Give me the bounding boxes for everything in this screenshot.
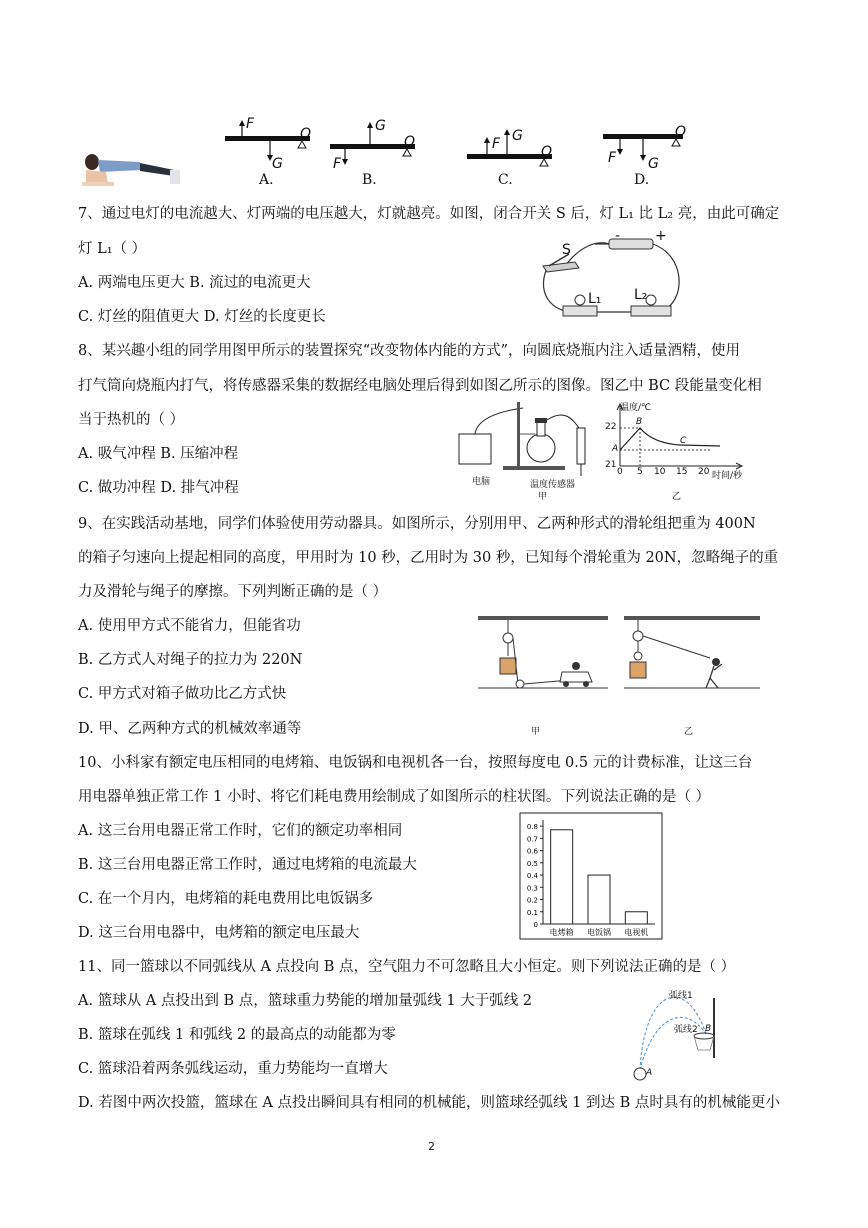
circuit-minus-label: - xyxy=(615,228,621,244)
q11-option-c: C. 篮球沿着两条弧线运动，重力势能均一直增大 xyxy=(78,1061,388,1077)
q9-stem-line1: 9、在实践活动基地，同学们体验使用劳动器具。如图所示，分别用甲、乙两种形式的滑轮组把重为 400N xyxy=(78,516,756,532)
pulley-figure xyxy=(478,612,762,712)
q9-option-c: C. 甲方式对箱子做功比乙方式快 xyxy=(78,686,287,702)
lever-c-option: C. xyxy=(498,172,513,188)
y-tick-label: 0.8 xyxy=(526,823,538,832)
lever-d-option: D. xyxy=(634,172,650,188)
q11-stem: 11、同一篮球以不同弧线从 A 点投向 B 点，空气阻力不可忽略且大小恒定。则下列说法正确的是（ ） xyxy=(78,959,736,975)
graph-xtick-10: 10 xyxy=(654,467,666,477)
q9-option-b: B. 乙方式人对绳子的拉力为 220N xyxy=(78,652,303,668)
circuit-figure xyxy=(535,236,685,328)
y-tick-label: 0.4 xyxy=(526,872,538,881)
arc2-label: 弧线2 xyxy=(674,1025,698,1035)
lever-b-option: B. xyxy=(362,172,377,188)
q9-stem-line3: 力及滑轮与绳子的摩擦。下列判断正确的是（ ） xyxy=(78,584,388,600)
pulley-jia-label: 甲 xyxy=(531,727,541,737)
page-number: 2 xyxy=(428,1140,435,1153)
graph-xlabel: 时间/秒 xyxy=(712,471,743,481)
q11-option-b: B. 篮球在弧线 1 和弧线 2 的最高点的动能都为零 xyxy=(78,1027,396,1043)
graph-ytick-22: 22 xyxy=(605,422,617,432)
graph-xtick-5: 5 xyxy=(637,467,643,477)
q8-options-ab: A. 吸气冲程 B. 压缩冲程 xyxy=(78,446,239,462)
q8-stem-line3: 当于热机的（ ） xyxy=(78,412,185,428)
circuit-switch-label: S xyxy=(562,242,571,258)
plank-person-figure xyxy=(78,148,186,192)
lever-d-g-label: G xyxy=(648,156,659,172)
electricity-cost-bar-chart xyxy=(519,812,663,940)
graph-ylabel: 温度/℃ xyxy=(620,403,652,413)
category-label: 电视机 xyxy=(624,928,649,937)
lever-c-o-label: O xyxy=(541,144,553,160)
category-label: 电饭锅 xyxy=(587,928,611,937)
lever-a-f-label: F xyxy=(246,116,255,132)
graph-xtick-0: 0 xyxy=(617,467,623,477)
q11-option-d: D. 若图中两次投篮，篮球在 A 点投出瞬间具有相同的机械能，则篮球经弧线 1 到达 B 点时具有的机械能更小 xyxy=(78,1095,780,1111)
q11-option-a: A. 篮球从 A 点投出到 B 点，篮球重力势能的增加量弧线 1 大于弧线 2 xyxy=(78,993,533,1009)
circuit-l2-label: L₂ xyxy=(634,287,648,303)
q10-stem-line2: 用电器单独正常工作 1 小时、将它们耗电费用绘制成了如图所示的柱状图。下列说法正确的是（ ） xyxy=(78,789,711,805)
lever-a-o-label: O xyxy=(300,126,312,142)
q8-stem-line2: 打气筒向烧瓶内打气，将传感器采集的数据经电脑处理后得到如图乙所示的图像。图乙中 BC 段能量变化相 xyxy=(78,378,762,394)
lever-d-f-label: F xyxy=(608,150,617,166)
q9-option-d: D. 甲、乙两种方式的机械效率通等 xyxy=(78,721,302,737)
graph-ytick-21: 21 xyxy=(605,460,617,470)
graph-xtick-15: 15 xyxy=(676,467,688,477)
category-label: 电烤箱 xyxy=(549,928,574,937)
lever-a-option: A. xyxy=(259,172,274,188)
lever-d-o-label: O xyxy=(675,124,687,140)
q9-option-a: A. 使用甲方式不能省力，但能省功 xyxy=(78,618,301,634)
y-tick-label: 0.6 xyxy=(526,847,538,856)
q9-stem-line2: 的箱子匀速向上提起相同的高度，甲用时为 10 秒，乙用时为 30 秒，已知每个滑轮重为 20N，忽略绳子的重 xyxy=(78,550,779,566)
q10-option-b: B. 这三台用电器正常工作时，通过电烤箱的电流最大 xyxy=(78,857,417,873)
y-tick-label: 0 xyxy=(533,921,538,929)
bar-2 xyxy=(625,912,647,924)
lever-b-o-label: O xyxy=(404,134,416,150)
figure-jia-label: 甲 xyxy=(538,492,548,502)
arc1-label: 弧线1 xyxy=(669,991,693,1001)
q8-stem-line1: 8、某兴趣小组的同学用图甲所示的装置探究“改变物体内能的方式”，向圆底烧瓶内注入适量酒精，使用 xyxy=(78,343,741,359)
pulley-yi-label: 乙 xyxy=(684,727,694,737)
q7-options-ab: A. 两端电压更大 B. 流过的电流更大 xyxy=(78,275,311,291)
figure-yi-label: 乙 xyxy=(672,492,682,502)
y-tick-label: 0.7 xyxy=(526,835,538,844)
bar-0 xyxy=(551,830,573,924)
q7-stem-line1: 7、通过电灯的电流越大、灯两端的电压越大，灯就越亮。如图，闭合开关 S 后，灯 L₁ 比 L₂ 亮，由此可确定 xyxy=(78,206,780,222)
temperature-sensor-label: 温度传感器 xyxy=(530,480,576,490)
q7-stem-line2: 灯 L₁（ ） xyxy=(78,241,147,257)
lever-b-f-label: F xyxy=(333,156,342,172)
y-tick-label: 0.2 xyxy=(526,896,538,905)
circuit-plus-label: + xyxy=(655,228,667,244)
ball-point-a: A xyxy=(646,1068,653,1078)
lever-c-f-label: F xyxy=(492,136,501,152)
y-tick-label: 0.1 xyxy=(526,908,538,917)
bar-1 xyxy=(588,875,610,924)
graph-point-c: C xyxy=(680,436,687,446)
q10-stem-line1: 10、小科家有额定电压相同的电烤箱、电饭锅和电视机各一台，按照每度电 0.5 元的计费标准，让这三台 xyxy=(78,755,753,771)
basket-point-b: B xyxy=(705,1024,712,1034)
q10-option-d: D. 这三台用电器中，电烤箱的额定电压最大 xyxy=(78,925,360,941)
lever-a-g-label: G xyxy=(272,156,283,172)
q10-option-a: A. 这三台用电器正常工作时，它们的额定功率相同 xyxy=(78,823,403,839)
computer-label: 电脑 xyxy=(472,477,491,487)
q10-option-c: C. 在一个月内，电烤箱的耗电费用比电饭锅多 xyxy=(78,891,374,907)
q7-options-cd: C. 灯丝的阻值更大 D. 灯丝的长度更长 xyxy=(78,309,326,325)
lever-b-g-label: G xyxy=(375,118,386,134)
y-tick-label: 0.5 xyxy=(526,859,538,868)
q8-options-cd: C. 做功冲程 D. 排气冲程 xyxy=(78,480,239,496)
graph-point-b: B xyxy=(636,417,643,427)
lever-c-g-label: G xyxy=(512,128,523,144)
graph-point-a: A xyxy=(612,444,619,454)
circuit-l1-label: L₁ xyxy=(588,291,602,307)
y-tick-label: 0.3 xyxy=(526,884,538,893)
graph-xtick-20: 20 xyxy=(698,467,710,477)
